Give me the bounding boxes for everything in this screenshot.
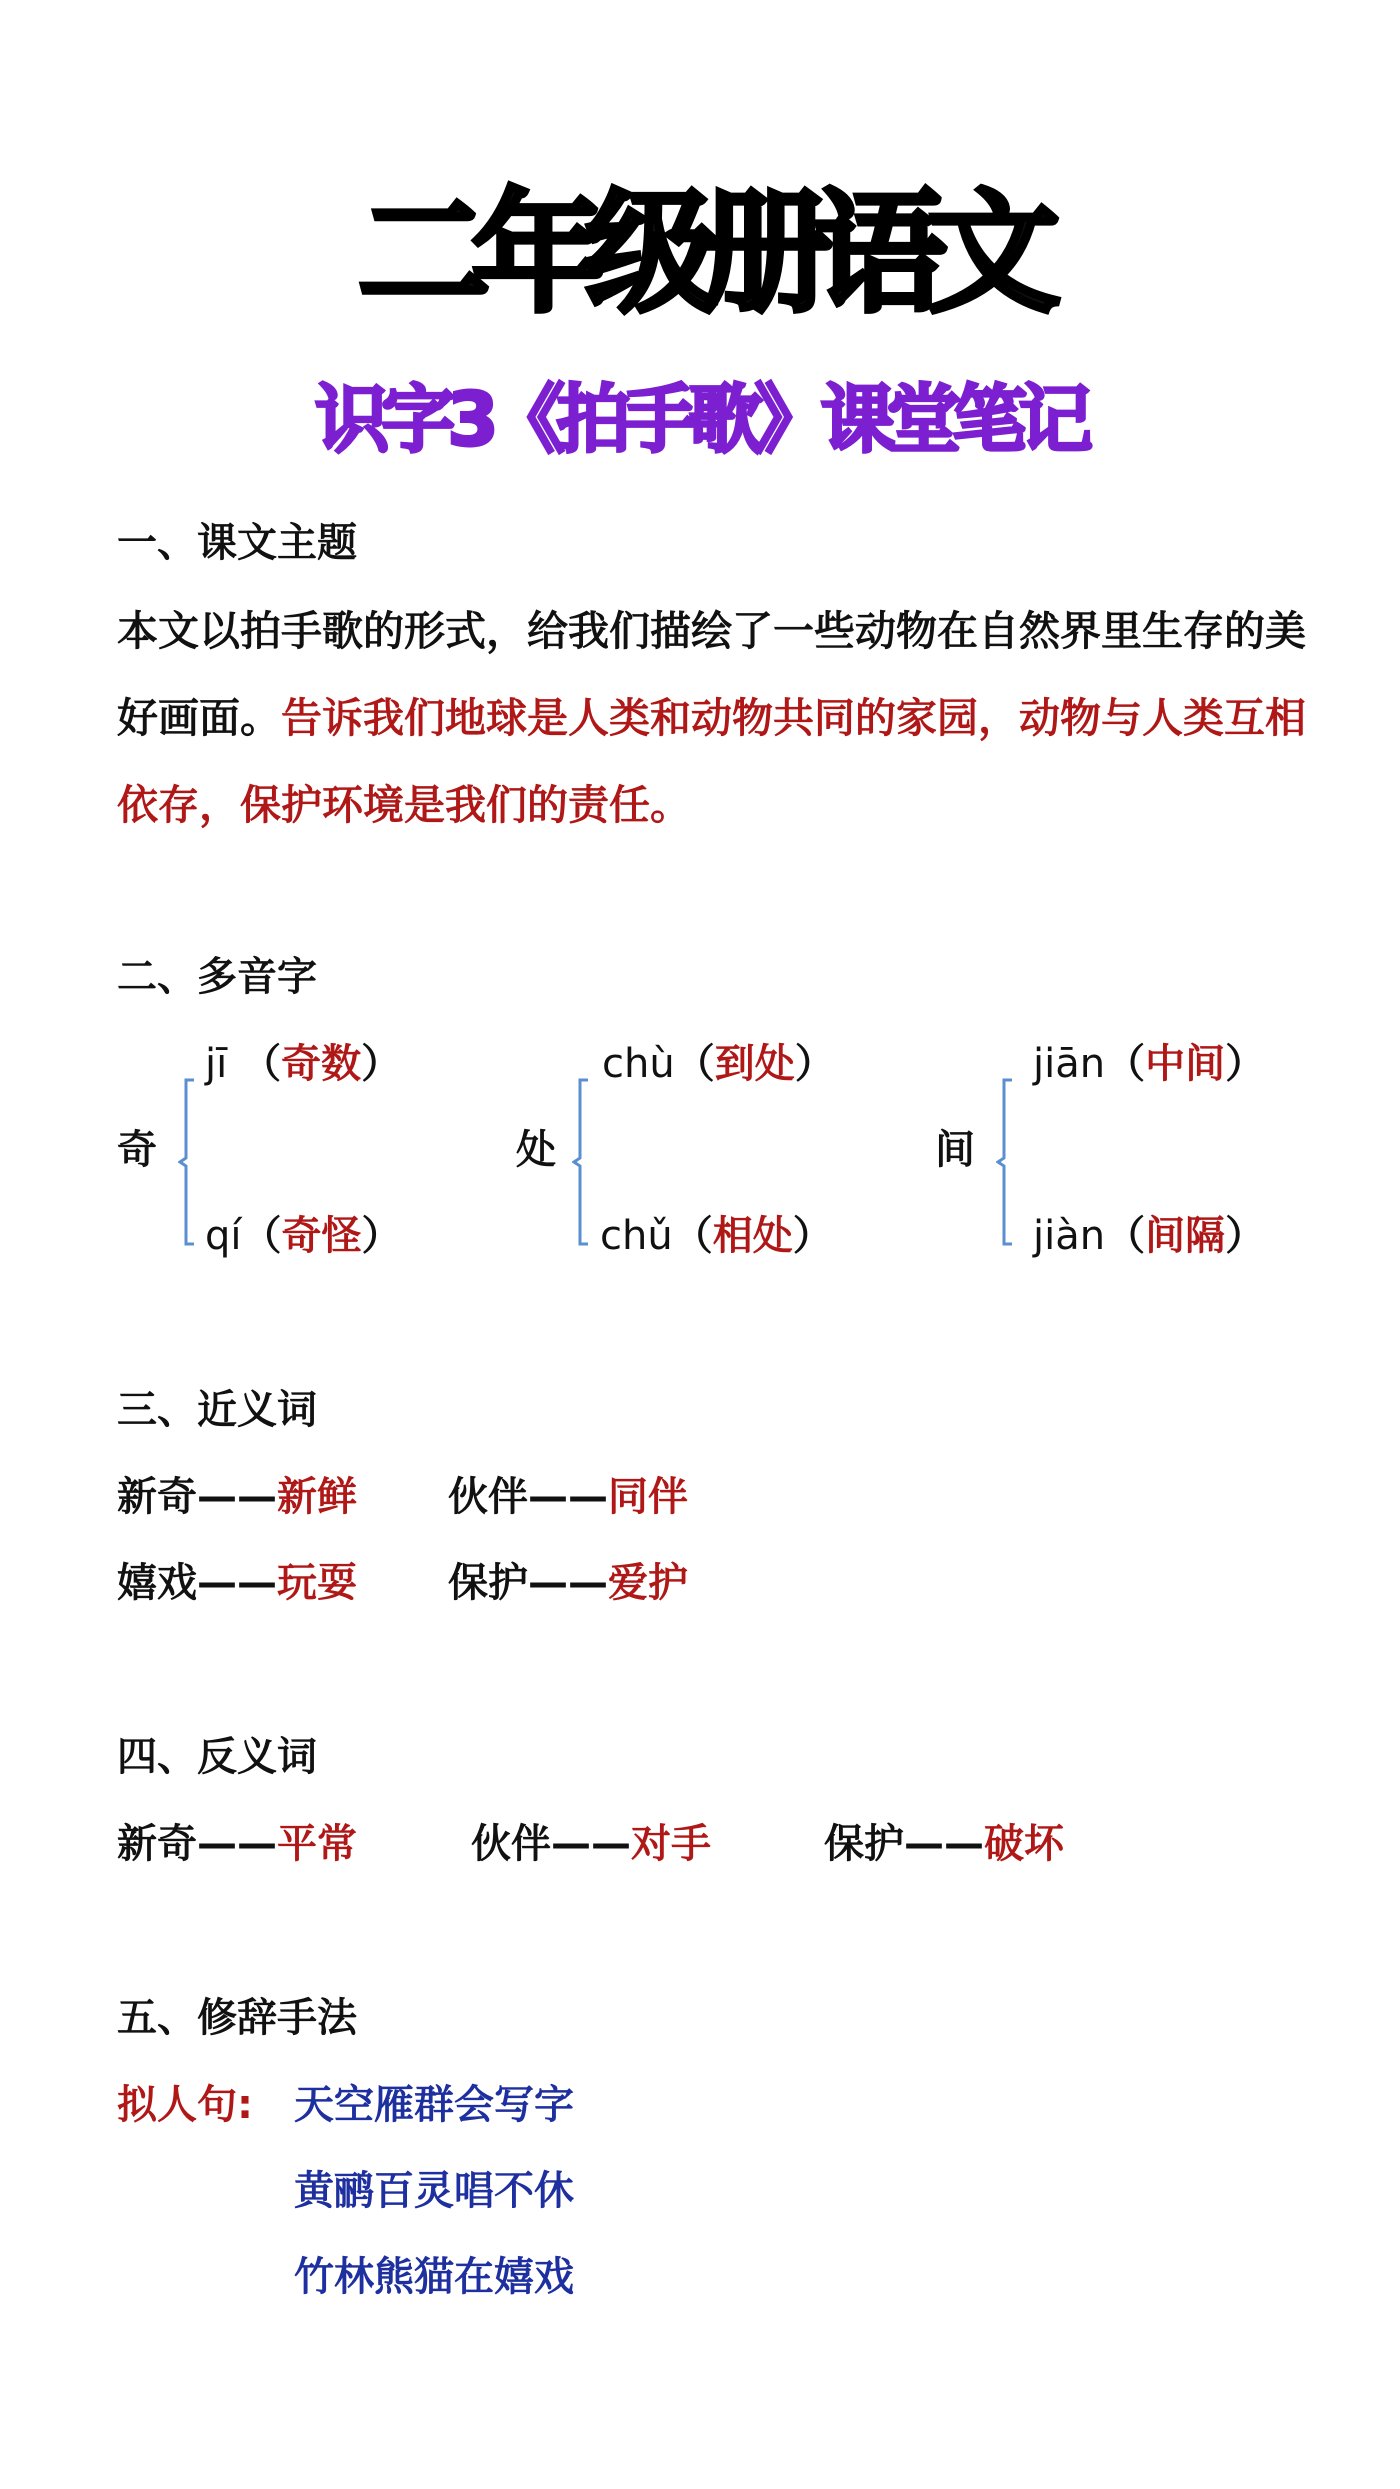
pinyin: jī — [205, 1041, 228, 1087]
example-word: 相处 — [712, 1213, 793, 1259]
example-word: 间隔 — [1145, 1213, 1226, 1259]
polyphonic-char: 处 — [516, 1127, 556, 1173]
paren-open: （ — [227, 1041, 282, 1087]
antonym-pair — [117, 1821, 357, 1867]
synonym: 爱护 — [608, 1560, 688, 1606]
personification-line: 竹林熊猫在嬉戏 — [294, 2254, 574, 2300]
word: 伙伴—— — [471, 1821, 631, 1867]
pinyin: chù — [602, 1041, 675, 1087]
pinyin: jiān — [1033, 1041, 1106, 1087]
polyphonic-char: 间 — [935, 1127, 975, 1173]
pinyin-row — [600, 1213, 833, 1259]
paren-close: ） — [794, 1041, 835, 1087]
theme-text-highlight: 告诉我们地球是人类和动物共同的家园，动物与人类互相依存，保护环境是我们的责任。 — [117, 694, 1306, 829]
pinyin: jiàn — [1033, 1213, 1106, 1259]
paren-close: ） — [792, 1213, 833, 1259]
pinyin-row — [1033, 1213, 1266, 1259]
theme-paragraph — [117, 588, 1317, 849]
synonym-pair — [448, 1560, 688, 1606]
paren-close: ） — [1225, 1041, 1266, 1087]
brace-icon — [178, 1078, 198, 1246]
word: 新奇—— — [117, 1821, 277, 1867]
pinyin-row — [205, 1213, 402, 1259]
antonym-pair — [824, 1821, 1064, 1867]
synonym-pair — [448, 1474, 688, 1520]
antonym: 对手 — [631, 1821, 711, 1867]
pinyin: chǔ — [600, 1213, 673, 1259]
brace-icon — [572, 1078, 592, 1246]
word: 新奇—— — [117, 1474, 277, 1520]
antonym: 破坏 — [984, 1821, 1064, 1867]
synonym-pair — [117, 1474, 357, 1520]
antonym: 平常 — [277, 1821, 357, 1867]
paren-open: （ — [674, 1041, 715, 1087]
section-heading-synonyms: 三、近义词 — [117, 1387, 317, 1433]
word: 伙伴—— — [448, 1474, 608, 1520]
example-word: 奇数 — [281, 1041, 362, 1087]
pinyin: qí — [205, 1213, 242, 1259]
synonym: 新鲜 — [277, 1474, 357, 1520]
page-subtitle: 识字3《拍手歌》课堂笔记 — [315, 377, 1085, 463]
pinyin-row — [205, 1041, 402, 1087]
section-heading-polyphonic: 二、多音字 — [117, 954, 317, 1000]
pinyin-row — [1033, 1041, 1266, 1087]
synonym: 同伴 — [608, 1474, 688, 1520]
paren-open: （ — [1105, 1213, 1146, 1259]
example-word: 到处 — [714, 1041, 795, 1087]
synonym-pair — [117, 1560, 357, 1606]
paren-open: （ — [1105, 1041, 1146, 1087]
section-heading-theme: 一、课文主题 — [117, 520, 357, 566]
word: 保护—— — [448, 1560, 608, 1606]
paren-close: ） — [361, 1041, 402, 1087]
theme-text: 本文以拍手歌的形式，给我们描绘了一些动物在自然界里生存的美好画面。 — [117, 607, 1306, 742]
word: 嬉戏—— — [117, 1560, 277, 1606]
section-heading-antonyms: 四、反义词 — [117, 1734, 317, 1780]
paren-open: （ — [241, 1213, 282, 1259]
synonym: 玩耍 — [277, 1560, 357, 1606]
section-heading-rhetoric: 五、修辞手法 — [117, 1995, 357, 2041]
pinyin-row — [602, 1041, 835, 1087]
polyphonic-char: 奇 — [117, 1127, 157, 1173]
page-title: 二年级册语文 — [358, 177, 1042, 331]
paren-close: ） — [361, 1213, 402, 1259]
word: 保护—— — [824, 1821, 984, 1867]
example-word: 中间 — [1145, 1041, 1226, 1087]
personification-line: 黄鹂百灵唱不休 — [294, 2168, 574, 2214]
personification-label: 拟人句: — [117, 2082, 253, 2128]
antonym-pair — [471, 1821, 711, 1867]
example-word: 奇怪 — [281, 1213, 362, 1259]
paren-open: （ — [672, 1213, 713, 1259]
paren-close: ） — [1225, 1213, 1266, 1259]
brace-icon — [996, 1078, 1016, 1246]
personification-line: 天空雁群会写字 — [294, 2082, 574, 2128]
